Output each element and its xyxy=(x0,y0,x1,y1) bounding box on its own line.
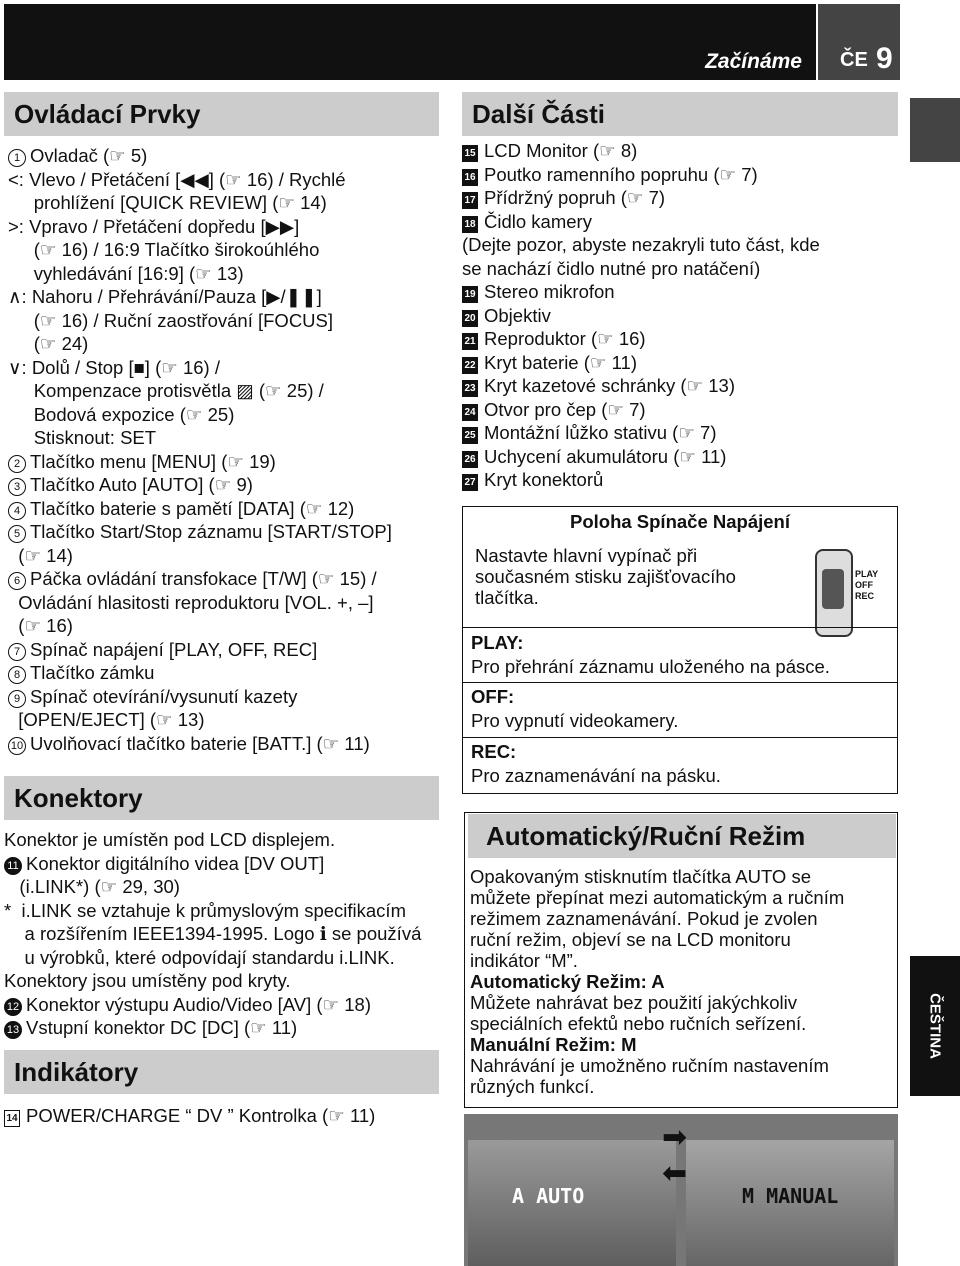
item-text: ∧: Nahoru / Přehrávání/Pauza [▶/❚❚] xyxy=(8,286,322,307)
power-switch-box xyxy=(462,506,898,794)
page-box xyxy=(818,4,900,80)
switch-label-rec: REC xyxy=(855,591,875,601)
item-text: LCD Monitor (☞ 8) xyxy=(484,140,638,161)
list-item xyxy=(4,828,421,852)
controls-list xyxy=(8,144,392,755)
item-text: vyhledávání [16:9] (☞ 13) xyxy=(8,262,244,284)
item-text: Kryt konektorů xyxy=(484,469,604,490)
item-number: 15 xyxy=(462,145,478,162)
item-text: Kryt kazetové schránky (☞ 13) xyxy=(484,375,736,396)
item-number: 3 xyxy=(8,478,26,496)
switch-label-off: OFF xyxy=(855,580,873,590)
indicators-list xyxy=(4,1104,375,1128)
list-item xyxy=(4,922,421,946)
list-item xyxy=(8,520,392,544)
item-number: 7 xyxy=(8,643,26,661)
list-item xyxy=(462,304,820,328)
item-number: 10 xyxy=(8,737,26,755)
item-text: <: Vlevo / Přetáčení [◀◀] (☞ 16) / Rychlé xyxy=(8,168,346,190)
para-line: režimem zaznamenávání. Pokud je zvolen xyxy=(470,908,818,929)
list-item xyxy=(462,257,820,281)
lang-code: ČE xyxy=(840,49,868,71)
list-item xyxy=(462,186,820,210)
item-text: (☞ 16) / 16:9 Tlačítko širokoúhlého xyxy=(8,239,320,260)
list-item xyxy=(462,374,820,398)
language-tab xyxy=(910,956,960,1096)
list-item xyxy=(8,614,392,638)
list-item xyxy=(8,708,392,732)
item-number: 6 xyxy=(8,572,26,590)
indicators-heading: Indikátory xyxy=(4,1050,439,1094)
item-text: Konektor výstupu Audio/Video [AV] (☞ 18) xyxy=(26,993,371,1015)
list-item xyxy=(4,852,421,876)
item-text: Tlačítko zámku xyxy=(30,662,155,683)
connectors-list xyxy=(4,828,421,1040)
manual-mode-label: Manuální Režim: M xyxy=(470,1034,637,1055)
item-text: Objektiv xyxy=(484,304,551,326)
item-text: (i.LINK*) (☞ 29, 30) xyxy=(4,876,180,897)
item-text: Stereo mikrofon xyxy=(484,281,615,302)
list-item xyxy=(462,139,820,163)
item-number: 12 xyxy=(4,998,22,1016)
item-text: Reproduktor (☞ 16) xyxy=(484,328,646,349)
list-item xyxy=(462,468,820,492)
list-item xyxy=(4,969,421,993)
item-text: Kompenzace protisvětla ▨ (☞ 25) / xyxy=(8,380,324,401)
page-number: 9 xyxy=(876,42,893,75)
list-item xyxy=(8,497,392,521)
item-number: 27 xyxy=(462,474,478,491)
item-text: * i.LINK se vztahuje k průmyslovým specifikacím xyxy=(4,899,406,921)
manual-desc-line: Nahrávání je umožněno ručním nastavením xyxy=(470,1055,829,1076)
item-number: 4 xyxy=(8,502,26,520)
header-bar xyxy=(4,4,816,80)
list-item xyxy=(8,685,392,709)
list-item xyxy=(4,993,421,1017)
item-text: (☞ 16) / Ruční zaostřování [FOCUS] xyxy=(8,309,334,331)
arrow-left-icon: ➡ xyxy=(662,1157,688,1190)
item-number: 20 xyxy=(462,310,478,327)
item-text: Ovladač (☞ 5) xyxy=(30,145,148,166)
item-number: 16 xyxy=(462,169,478,186)
item-number: 22 xyxy=(462,357,478,374)
item-text: Ovládání hlasitosti reproduktoru [VOL. +, –] xyxy=(8,591,374,613)
item-text: Čidlo kamery xyxy=(484,210,592,232)
item-text: u výrobků, které odpovídají standardu i.LINK. xyxy=(4,946,395,968)
list-item xyxy=(8,567,392,591)
list-item xyxy=(4,1016,421,1040)
lcd-auto-screen xyxy=(468,1140,676,1266)
intro-line: současném stisku zajišťovacího xyxy=(475,566,736,587)
power-switch-icon xyxy=(815,549,853,637)
item-text: a rozšířením IEEE1394-1995. Logo ℹ se používá xyxy=(4,923,422,944)
item-number: 21 xyxy=(462,333,478,350)
list-item xyxy=(462,163,820,187)
item-text: Montážní lůžko stativu (☞ 7) xyxy=(484,422,717,443)
item-text: Tlačítko baterie s pamětí [DATA] (☞ 12) xyxy=(30,497,355,519)
item-text: Tlačítko Start/Stop záznamu [START/STOP] xyxy=(30,521,392,542)
item-text: Konektor digitálního videa [DV OUT] xyxy=(26,852,325,874)
item-text: Spínač otevírání/vysunutí kazety xyxy=(30,685,298,707)
item-text: Uchycení akumulátoru (☞ 11) xyxy=(484,445,727,467)
item-text: [OPEN/EJECT] (☞ 13) xyxy=(8,709,205,730)
item-number: 25 xyxy=(462,427,478,444)
item-text: Tlačítko Auto [AUTO] (☞ 9) xyxy=(30,474,253,495)
list-item xyxy=(8,544,392,568)
auto-desc-line: Můžete nahrávat bez použití jakýchkoliv xyxy=(470,992,798,1013)
mode-rec xyxy=(471,740,721,787)
item-text: >: Vpravo / Přetáčení dopředu [▶▶] xyxy=(8,215,300,237)
item-text: Otvor pro čep (☞ 7) xyxy=(484,398,646,420)
item-text: (Dejte pozor, abyste nezakryli tuto část, kde xyxy=(462,234,820,255)
list-item xyxy=(8,238,392,262)
list-item xyxy=(8,473,392,497)
list-item xyxy=(4,899,421,923)
auto-desc-line: speciálních efektů nebo ručních seřízení. xyxy=(470,1013,807,1034)
item-text: POWER/CHARGE “ DV ” Kontrolka (☞ 11) xyxy=(26,1105,376,1126)
lcd-manual-text: M MANUAL xyxy=(742,1184,839,1208)
list-item xyxy=(8,661,392,685)
item-number: 5 xyxy=(8,525,26,543)
item-number: 2 xyxy=(8,455,26,473)
para-line: Opakovaným stisknutím tlačítka AUTO se xyxy=(470,866,812,887)
item-text: Poutko ramenního popruhu (☞ 7) xyxy=(484,163,758,185)
list-item xyxy=(8,309,392,333)
item-text: ∨: Dolů / Stop [■] (☞ 16) / xyxy=(8,356,220,378)
list-item xyxy=(8,356,392,380)
item-number: 9 xyxy=(8,690,26,708)
mode-desc: Pro přehrání záznamu uloženého na pásce. xyxy=(471,655,830,677)
para-line: indikátor “M”. xyxy=(470,950,578,971)
other-parts-heading: Další Části xyxy=(462,92,898,136)
mode-desc: Pro zaznamenávání na pásku. xyxy=(471,764,721,786)
switch-labels xyxy=(855,569,878,602)
arrow-right-icon: ➡ xyxy=(662,1121,688,1154)
item-text: Spínač napájení [PLAY, OFF, REC] xyxy=(30,638,318,660)
list-item xyxy=(462,327,820,351)
list-item xyxy=(462,280,820,304)
auto-manual-box xyxy=(464,812,898,1108)
intro-line: tlačítka. xyxy=(475,587,539,608)
list-item xyxy=(462,351,820,375)
item-text: Stisknout: SET xyxy=(8,427,157,448)
item-text: Kryt baterie (☞ 11) xyxy=(484,351,637,373)
item-number: 24 xyxy=(462,404,478,421)
lcd-auto-text: A AUTO xyxy=(512,1184,585,1208)
list-item xyxy=(8,591,392,615)
other-parts-list xyxy=(462,139,820,492)
item-text: (☞ 14) xyxy=(8,544,73,566)
item-number: 14 xyxy=(4,1110,20,1127)
list-item xyxy=(8,732,392,756)
mode-desc: Pro vypnutí videokamery. xyxy=(471,709,679,731)
list-item xyxy=(8,262,392,286)
item-text: Přídržný popruh (☞ 7) xyxy=(484,187,666,208)
item-text: Tlačítko menu [MENU] (☞ 19) xyxy=(30,450,276,472)
list-item xyxy=(8,332,392,356)
list-item xyxy=(8,426,392,450)
list-item xyxy=(4,1104,375,1128)
manual-desc-line: různých funkcí. xyxy=(470,1076,595,1097)
lcd-manual-screen xyxy=(686,1140,894,1266)
switch-label-play: PLAY xyxy=(855,569,879,579)
list-item xyxy=(8,285,392,309)
mode-off xyxy=(471,685,678,732)
item-text: se nachází čidlo nutné pro natáčení) xyxy=(462,257,761,279)
list-item xyxy=(462,421,820,445)
list-item xyxy=(8,638,392,662)
list-item xyxy=(8,144,392,168)
list-item xyxy=(8,215,392,239)
auto-manual-heading: Automatický/Ruční Režim xyxy=(468,814,896,858)
item-number: 23 xyxy=(462,380,478,397)
item-text: Vstupní konektor DC [DC] (☞ 11) xyxy=(26,1017,298,1038)
intro-line: Nastavte hlavní vypínač při xyxy=(475,545,698,566)
mode-name: PLAY: xyxy=(471,632,524,653)
item-text: Uvolňovací tlačítko baterie [BATT.] (☞ 11) xyxy=(30,732,370,754)
item-text: prohlížení [QUICK REVIEW] (☞ 14) xyxy=(8,192,327,213)
section-name: Začínáme xyxy=(705,50,802,73)
list-item xyxy=(8,191,392,215)
item-number: 18 xyxy=(462,216,478,233)
list-item xyxy=(8,450,392,474)
list-item xyxy=(462,398,820,422)
para-line: můžete přepínat mezi automatickým a ručním xyxy=(470,887,845,908)
item-text: (☞ 16) xyxy=(8,615,73,636)
list-item xyxy=(8,168,392,192)
lcd-mode-illustration xyxy=(464,1114,898,1266)
item-number: 1 xyxy=(8,149,26,167)
item-text: Konektory jsou umístěny pod kryty. xyxy=(4,970,291,991)
power-switch-intro xyxy=(475,545,736,608)
item-text: Konektor je umístěn pod LCD displejem. xyxy=(4,829,336,850)
mode-name: OFF: xyxy=(471,686,515,707)
item-number: 17 xyxy=(462,192,478,209)
item-number: 11 xyxy=(4,857,22,875)
auto-mode-label: Automatický Režim: A xyxy=(470,971,665,992)
list-item xyxy=(462,233,820,257)
list-item xyxy=(8,403,392,427)
controls-heading: Ovládací Prvky xyxy=(4,92,439,136)
edge-marker xyxy=(910,98,960,162)
power-switch-title: Poloha Spínače Napájení xyxy=(569,511,790,532)
item-number: 19 xyxy=(462,286,478,303)
mode-name: REC: xyxy=(471,741,517,762)
item-number: 26 xyxy=(462,451,478,468)
list-item xyxy=(462,210,820,234)
item-number: 8 xyxy=(8,666,26,684)
item-text: Páčka ovládání transfokace [T/W] (☞ 15) / xyxy=(30,568,377,589)
item-text: Bodová expozice (☞ 25) xyxy=(8,403,235,425)
item-text: (☞ 24) xyxy=(8,333,89,354)
list-item xyxy=(4,875,421,899)
list-item xyxy=(8,379,392,403)
item-number: 13 xyxy=(4,1021,22,1039)
connectors-heading: Konektory xyxy=(4,776,439,820)
list-item xyxy=(4,946,421,970)
list-item xyxy=(462,445,820,469)
mode-play xyxy=(471,631,830,678)
para-line: ruční režim, objeví se na LCD monitoru xyxy=(470,929,791,950)
language-tab-label: ČEŠTINA xyxy=(926,993,944,1059)
